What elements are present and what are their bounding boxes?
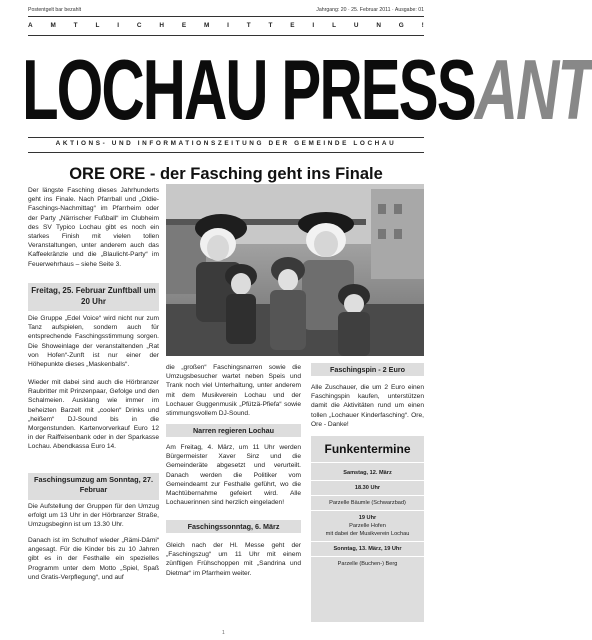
banner-letter: I bbox=[117, 22, 119, 29]
funkentermine-title: Funkentermine bbox=[324, 442, 411, 456]
zunftball-box: Freitag, 25. Februar Zunftball um 20 Uhr bbox=[28, 283, 159, 311]
divider bbox=[311, 556, 424, 557]
divider bbox=[311, 480, 424, 481]
divider bbox=[28, 16, 424, 17]
masthead bbox=[22, 42, 592, 138]
divider bbox=[311, 510, 424, 511]
masthead-title: LOCHAU PRESS bbox=[22, 42, 475, 138]
faschingspin-text: Alle Zuschauer, die um 2 Euro einen Faschingspin kaufen, unterstützen damit die Aktivitäten rund um einen tollen „Lochauer Kinderfasching“. Ore, Ore - Danke! bbox=[311, 384, 424, 428]
faschingssonntag-subheading: Faschingssonntag, 6. März bbox=[166, 520, 301, 533]
article-intro: Der längste Fasching dieses Jahrhunderts geht ins Finale. Nach Pfarrball und „Oldie-Faschings-Nachmittag“ im Pfarrheim oder der Party „Närrischer Fußball“ im Clubheim des SV Typico Lochau gibt es noch ein starkes Finish mit vielen tollen Veranstaltungen, unter anderem auch das Kaffeekränzle und die „Blaulicht-Party“ im Feuerwehrhaus – siehe Seite 3. bbox=[28, 187, 159, 268]
banner-letter: I bbox=[227, 22, 229, 29]
funk-date: Sonntag, 13. März, 19 Uhr bbox=[333, 546, 402, 552]
issue-info: Jahrgang: 20 · 25. Februar 2011 · Ausgabe: 01 bbox=[316, 7, 424, 13]
banner-letter: H bbox=[159, 22, 164, 29]
postage-note: Postentgelt bar bezahlt bbox=[28, 7, 82, 13]
divider bbox=[311, 495, 424, 496]
banner-letter: E bbox=[181, 22, 187, 29]
faschingspin-subheading: Faschingspin - 2 Euro bbox=[311, 363, 424, 376]
banner-letter: U bbox=[353, 22, 359, 29]
funk-time: 19 Uhr bbox=[358, 515, 377, 521]
banner-letter: T bbox=[246, 22, 251, 29]
funk-location: Parzelle Hofen bbox=[349, 523, 386, 529]
funk-location: Parzelle Bäumle (Schwarzbad) bbox=[329, 500, 406, 506]
banner-letter: ! bbox=[421, 22, 424, 29]
banner-letter: G bbox=[398, 22, 404, 29]
funkentermine-box bbox=[311, 436, 424, 622]
article-paragraph: Am Freitag, 4. März, um 11 Uhr werden Bürgermeister Xaver Sinz und die Gemeinderäte abgesetzt und verurteilt. Danach werden die Politiker vom Gemeindeamt zur Festhalle geführt, wo die Machtübernahme gefeiert wird. Alle Lochauerinnen sind herzlich eingeladen! bbox=[166, 444, 301, 507]
banner-letter: T bbox=[268, 22, 273, 29]
funk-location-note: mit dabei der Musikverein Lochau bbox=[325, 531, 410, 537]
banner-letter: E bbox=[290, 22, 295, 29]
funk-time: 18.30 Uhr bbox=[354, 485, 381, 491]
funk-location: Parzelle (Buchen-) Berg bbox=[337, 561, 398, 567]
narren-subheading: Narren regieren Lochau bbox=[166, 424, 301, 437]
divider bbox=[28, 152, 424, 153]
banner-letter: T bbox=[73, 22, 78, 29]
divider bbox=[28, 137, 424, 138]
article-paragraph: Wieder mit dabei sind auch die Hörbranzer Raubritter mit Prinzenpaar, Gefolge und den Schalmeien. Ausklang wie immer im beheizten Barzelt mit „coolen“ Drinks und „heißem“ DJ-Sound bis in die Morgenstunden. Kartenvorverkauf Euro 12 in der Raiffeisenbank oder in der Sparkasse Lochau. Abendkassa Euro 14. bbox=[28, 379, 159, 451]
banner-letter: C bbox=[136, 22, 142, 29]
amtliche-mitteilung-banner bbox=[28, 22, 424, 29]
funk-date: Samstag, 12. März bbox=[343, 470, 392, 476]
banner-letter: L bbox=[332, 22, 336, 29]
newspaper-subtitle: AKTIONS- UND INFORMATIONSZEITUNG DER GEMEINDE LOCHAU bbox=[55, 140, 397, 147]
main-headline: ORE ORE - der Fasching geht ins Finale bbox=[69, 165, 383, 183]
article-paragraph: Danach ist im Schulhof wieder „Rämi-Dämi“ angesagt. Für die Kinder bis zu 10 Jahren gibt es in der Festhalle ein spezielles Programm unter dem Motto „Spiel, Spaß und Gratis-Verpflegung“, und auf bbox=[28, 537, 159, 581]
umzug-subheading: Faschingsumzug am Sonntag, 27. Februar bbox=[28, 473, 159, 500]
article-paragraph: die „großen“ Faschingsnarren sowie die Umzugsbesucher wartet neben Speis und Trank noch viel Unterhaltung, unter anderem mit dem Musikverein Lochau und der Lochauer Guggenmusik „Pfützä-Pfiefa“ sowie stimmungsvollem DJ-Sound. bbox=[166, 364, 301, 418]
banner-letter: N bbox=[376, 22, 381, 29]
banner-letter: M bbox=[50, 22, 56, 29]
article-paragraph: Die Gruppe „Edel Voice“ wird nicht nur zum Tanz aufspielen, sondern auch für entsprechende Faschingsstimmung sorgen. Die Showeinlage der veranstaltenden „Rat von Hofen“-Zunft ist nur einer der Höhepunkte dieses „Maskenballs“. bbox=[28, 315, 159, 369]
article-paragraph: Die Aufstellung der Gruppen für den Umzug erfolgt um 13 Uhr in der Hörbranzer Straße, Umzugsbeginn ist um 13.30 Uhr. bbox=[28, 503, 159, 529]
banner-letter: L bbox=[95, 22, 100, 29]
carnival-photo bbox=[166, 184, 424, 356]
page-number: 1 bbox=[222, 630, 225, 636]
banner-letter: M bbox=[203, 22, 210, 29]
carnival-photo-illustration bbox=[166, 184, 424, 356]
masthead-title-accent: ANT bbox=[474, 42, 592, 138]
divider bbox=[311, 462, 424, 463]
banner-letter: I bbox=[312, 22, 315, 29]
article-paragraph: Gleich nach der Hl. Messe geht der „Faschingszug“ um 11 Uhr mit einem zünftigen Frühschoppen mit „Sandrina und Dietmar“ im Pfarrheim weiter. bbox=[166, 542, 301, 577]
divider bbox=[311, 541, 424, 542]
banner-letter: A bbox=[28, 22, 33, 29]
divider bbox=[28, 35, 424, 36]
top-bar bbox=[28, 5, 424, 16]
